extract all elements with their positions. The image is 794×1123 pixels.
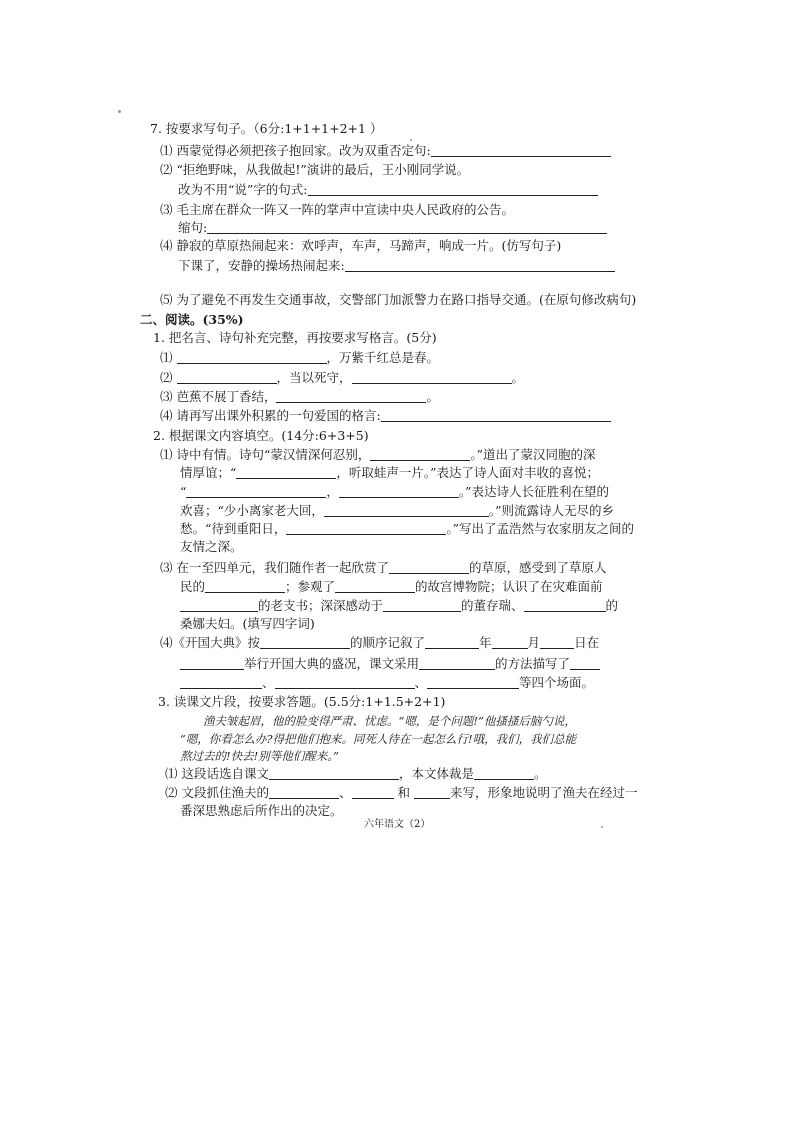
scan-speck <box>410 139 412 141</box>
r1-item-3: ⑶ 芭蕉不展丁香结， 。 <box>160 389 439 404</box>
r3-passage-line: “嗯，你看怎么办?得把他们抱来。同死人待在一起怎么行!哦，我们，我们总能 <box>180 732 577 746</box>
r3-title: 3. 读课文片段，按要求答题。(5.5分:1+1.5+2+1) <box>158 694 446 709</box>
r2-line: 、 、 等四个场面。 <box>180 675 594 691</box>
r3-item-1: ⑴ 这段话选自课文 ，本文体裁是 。 <box>165 766 547 781</box>
q7-item-3-task: 缩句: <box>178 220 607 236</box>
answer-blank[interactable] <box>186 485 326 498</box>
answer-blank[interactable] <box>383 599 461 612</box>
answer-blank[interactable] <box>207 221 607 234</box>
answer-blank[interactable] <box>419 657 495 670</box>
answer-blank[interactable] <box>345 259 615 272</box>
answer-blank[interactable] <box>335 580 415 593</box>
answer-blank[interactable] <box>269 767 399 780</box>
answer-blank[interactable] <box>236 466 336 479</box>
answer-blank[interactable] <box>540 636 574 649</box>
answer-blank[interactable] <box>276 390 426 403</box>
r1-item-1: ⑴ ，万紫千红总是春。 <box>160 350 440 365</box>
section-2-title: 二、阅读。(35%) <box>140 312 244 327</box>
r2-line: 情厚谊；“ ，听取蛙声一片。”表达了诗人面对丰收的喜悦； <box>180 465 600 480</box>
answer-blank[interactable] <box>269 786 339 799</box>
answer-blank[interactable] <box>474 767 534 780</box>
answer-blank[interactable] <box>370 448 470 461</box>
r2-line: 举行开国大典的盛况，课文采用 的方法描写了 <box>180 656 600 672</box>
answer-blank[interactable] <box>205 580 285 593</box>
answer-blank[interactable] <box>524 599 606 612</box>
q7-item-2-task: 改为不用“说”字的句式: <box>178 182 598 198</box>
r1-title: 1. 把名言、诗句补充完整，再按要求写格言。(5分) <box>153 330 437 345</box>
answer-blank[interactable] <box>324 504 489 517</box>
r2-line: 愁。“待到重阳日， 。”写出了孟浩然与农家朋友之间的 <box>180 521 635 536</box>
answer-blank[interactable] <box>286 522 446 535</box>
answer-blank[interactable] <box>260 636 350 649</box>
r2-line: 民的 ；参观了 的故宫博物院；认识了在灾难面前 <box>180 579 603 594</box>
answer-blank[interactable] <box>180 657 244 670</box>
answer-blank[interactable] <box>427 676 519 689</box>
q7-item-1: ⑴ 西蒙觉得必须把孩子抱回家。改为双重否定句: <box>160 143 611 159</box>
r2-line: ⑶ 在一至四单元，我们随作者一起欣赏了 的草原，感受到了草原人 <box>160 560 607 575</box>
answer-blank[interactable] <box>308 183 598 196</box>
answer-blank[interactable] <box>352 371 512 384</box>
r2-line: 桑娜夫妇。(填写四字词) <box>180 616 315 631</box>
r2-line: 的老支书；深深感动于 的董存瑞、 的 <box>180 598 618 614</box>
q7-item-3-prompt: ⑶ 毛主席在群众一阵又一阵的掌声中宣读中央人民政府的公告。 <box>160 202 514 217</box>
answer-blank[interactable] <box>570 657 600 670</box>
answer-blank[interactable] <box>180 599 258 612</box>
answer-blank[interactable] <box>339 485 459 498</box>
answer-blank[interactable] <box>431 144 611 157</box>
r3-passage-line: 渔夫皱起眉，他的脸变得严肃、忧虑。“嗯，是个问题!”他搔搔后脑勺说， <box>203 714 576 728</box>
q7-item-5: ⑸ 为了避免不再发生交通事故，交警部门加派警力在路口指导交通。(在原句修改病句) <box>160 292 637 307</box>
q7-item-4-prompt: ⑷ 静寂的草原热闹起来：欢呼声，车声，马蹄声，响成一片。(仿写句子) <box>160 238 562 253</box>
r3-item-2: ⑵ 文段抓住渔夫的 、 和 来写，形象地说明了渔夫在经过一 <box>165 785 638 800</box>
answer-blank[interactable] <box>389 561 469 574</box>
r3-item-2-cont: 番深思熟虑后所作出的决定。 <box>180 803 343 818</box>
answer-blank[interactable] <box>414 786 450 799</box>
scan-speck <box>118 110 121 113</box>
q7-title: 7. 按要求写句子。（6分:1+1+1+2+1 ） <box>150 121 383 136</box>
scan-speck <box>601 826 603 828</box>
answer-blank[interactable] <box>492 636 528 649</box>
r1-item-2: ⑵ ，当以死守， 。 <box>160 370 525 385</box>
answer-blank[interactable] <box>381 409 611 422</box>
answer-blank[interactable] <box>425 636 479 649</box>
answer-blank[interactable] <box>180 676 262 689</box>
answer-blank[interactable] <box>352 786 394 799</box>
page-footer: 六年语文（2） <box>364 819 431 830</box>
answer-blank[interactable] <box>275 676 415 689</box>
answer-blank[interactable] <box>177 351 327 364</box>
r2-line: “ ， 。”表达诗人长征胜利在望的 <box>180 484 610 499</box>
q7-item-4-task: 下课了，安静的操场热闹起来: <box>178 258 615 274</box>
r1-item-4: ⑷ 请再写出课外积累的一句爱国的格言: <box>160 408 611 424</box>
r2-line: 欢喜；“少小离家老大回， 。”则流露诗人无尽的乡 <box>180 503 615 518</box>
r2-line: ⑴ 诗中有情。诗句“蒙汉情深何忍别， 。”道出了蒙汉同胞的深 <box>160 447 596 462</box>
r2-line: ⑷《开国大典》按 的顺序记叙了 年 月 日在 <box>160 635 600 650</box>
q7-item-2-prompt: ⑵ “拒绝野味，从我做起!”演讲的最后，王小刚同学说。 <box>160 162 470 177</box>
answer-blank[interactable] <box>177 371 277 384</box>
r3-passage-line: 熬过去的!快去!别等他们醒来。” <box>180 749 339 763</box>
r2-line: 友情之深。 <box>180 539 243 554</box>
r2-title: 2. 根据课文内容填空。(14分:6+3+5) <box>153 428 369 443</box>
